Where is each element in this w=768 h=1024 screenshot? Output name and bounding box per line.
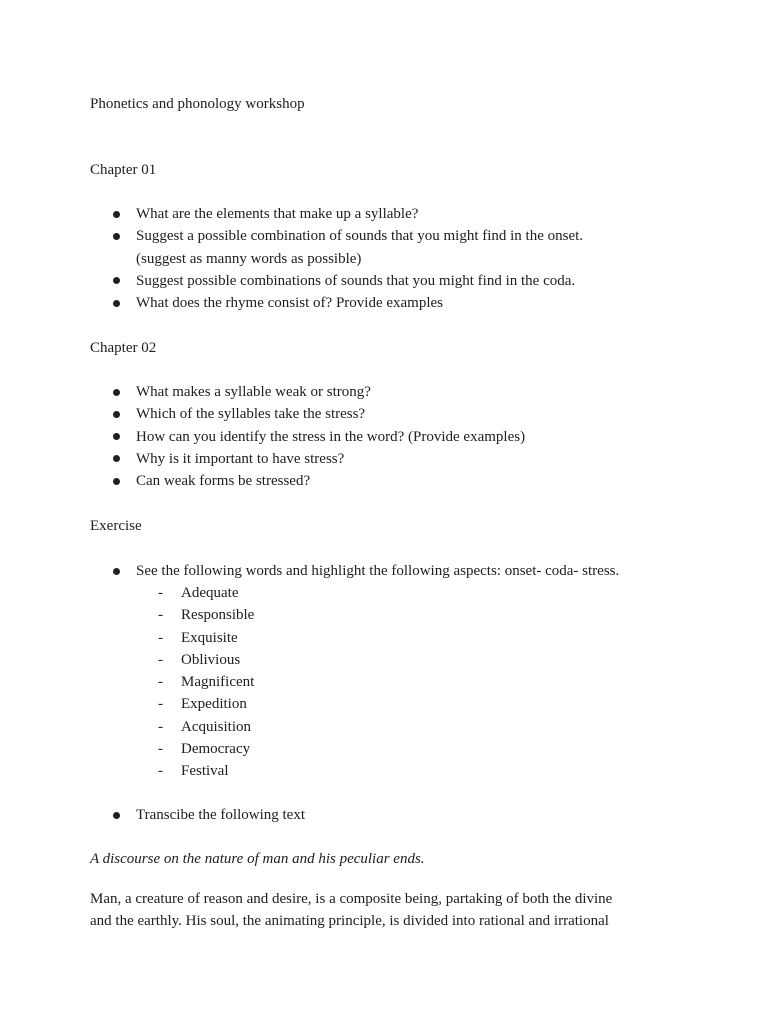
list-item: What are the elements that make up a syllable?: [112, 203, 583, 225]
bullet-icon: [113, 433, 120, 440]
bullet-icon: [113, 233, 120, 240]
body-paragraph: [90, 888, 670, 933]
bullet-icon: [113, 455, 120, 462]
word-item: - Expedition: [158, 693, 254, 715]
list-item: See the following words and highlight the following aspects: onset- coda- stress.: [112, 560, 619, 582]
text-title: A discourse on the nature of man and his peculiar ends.: [90, 851, 425, 867]
exercise-word-list: [158, 582, 254, 783]
bullet-icon: [113, 277, 120, 284]
paragraph-line: and the earthly. His soul, the animating principle, is divided into rational and irrational: [90, 913, 609, 930]
bullet-icon: [113, 300, 120, 307]
bullet-icon: [113, 211, 120, 218]
dash-marker: -: [158, 674, 163, 691]
chapter-01-question-list: [112, 203, 583, 314]
dash-marker: -: [158, 651, 163, 668]
chapter-01-heading: Chapter 01: [90, 162, 157, 178]
dash-marker: -: [158, 607, 163, 624]
dash-marker: -: [158, 585, 163, 601]
list-item: How can you identify the stress in the word? (Provide examples): [112, 426, 525, 448]
bullet-icon: [113, 411, 120, 418]
dash-marker: -: [158, 696, 163, 713]
word-item: - Exquisite: [158, 627, 254, 649]
paragraph-line: Man, a creature of reason and desire, is a composite being, partaking of both the divine: [90, 891, 613, 907]
word-item: - Festival: [158, 760, 254, 782]
bullet-icon: [113, 478, 120, 485]
list-item: Why is it important to have stress?: [112, 448, 525, 470]
bullet-icon: [113, 389, 120, 396]
word-item: - Magnificent: [158, 671, 254, 693]
bullet-icon: [113, 812, 120, 819]
list-item: Which of the syllables take the stress?: [112, 403, 525, 425]
dash-marker: -: [158, 629, 163, 646]
list-item: What makes a syllable weak or strong?: [112, 381, 525, 403]
chapter-02-heading: Chapter 02: [90, 340, 157, 356]
transcribe-instruction-list: [112, 804, 305, 826]
word-item: - Adequate: [158, 582, 254, 604]
dash-marker: -: [158, 741, 163, 758]
word-item: - Responsible: [158, 604, 254, 626]
exercise-heading: Exercise: [90, 518, 142, 534]
document-title: Phonetics and phonology workshop: [90, 96, 305, 112]
dash-marker: -: [158, 718, 163, 735]
bullet-icon: [113, 568, 120, 575]
list-item: Suggest a possible combination of sounds that you might find in the onset. (suggest as manny words as possible): [112, 225, 583, 270]
list-item: Transcibe the following text: [112, 804, 305, 826]
word-item: - Democracy: [158, 738, 254, 760]
dash-marker: -: [158, 763, 163, 780]
exercise-instruction-list: [112, 560, 619, 582]
list-item: Can weak forms be stressed?: [112, 470, 525, 492]
list-item: What does the rhyme consist of? Provide examples: [112, 292, 583, 314]
list-item: Suggest possible combinations of sounds that you might find in the coda.: [112, 270, 583, 292]
word-item: - Acquisition: [158, 716, 254, 738]
chapter-02-question-list: [112, 381, 525, 492]
word-item: - Oblivious: [158, 649, 254, 671]
